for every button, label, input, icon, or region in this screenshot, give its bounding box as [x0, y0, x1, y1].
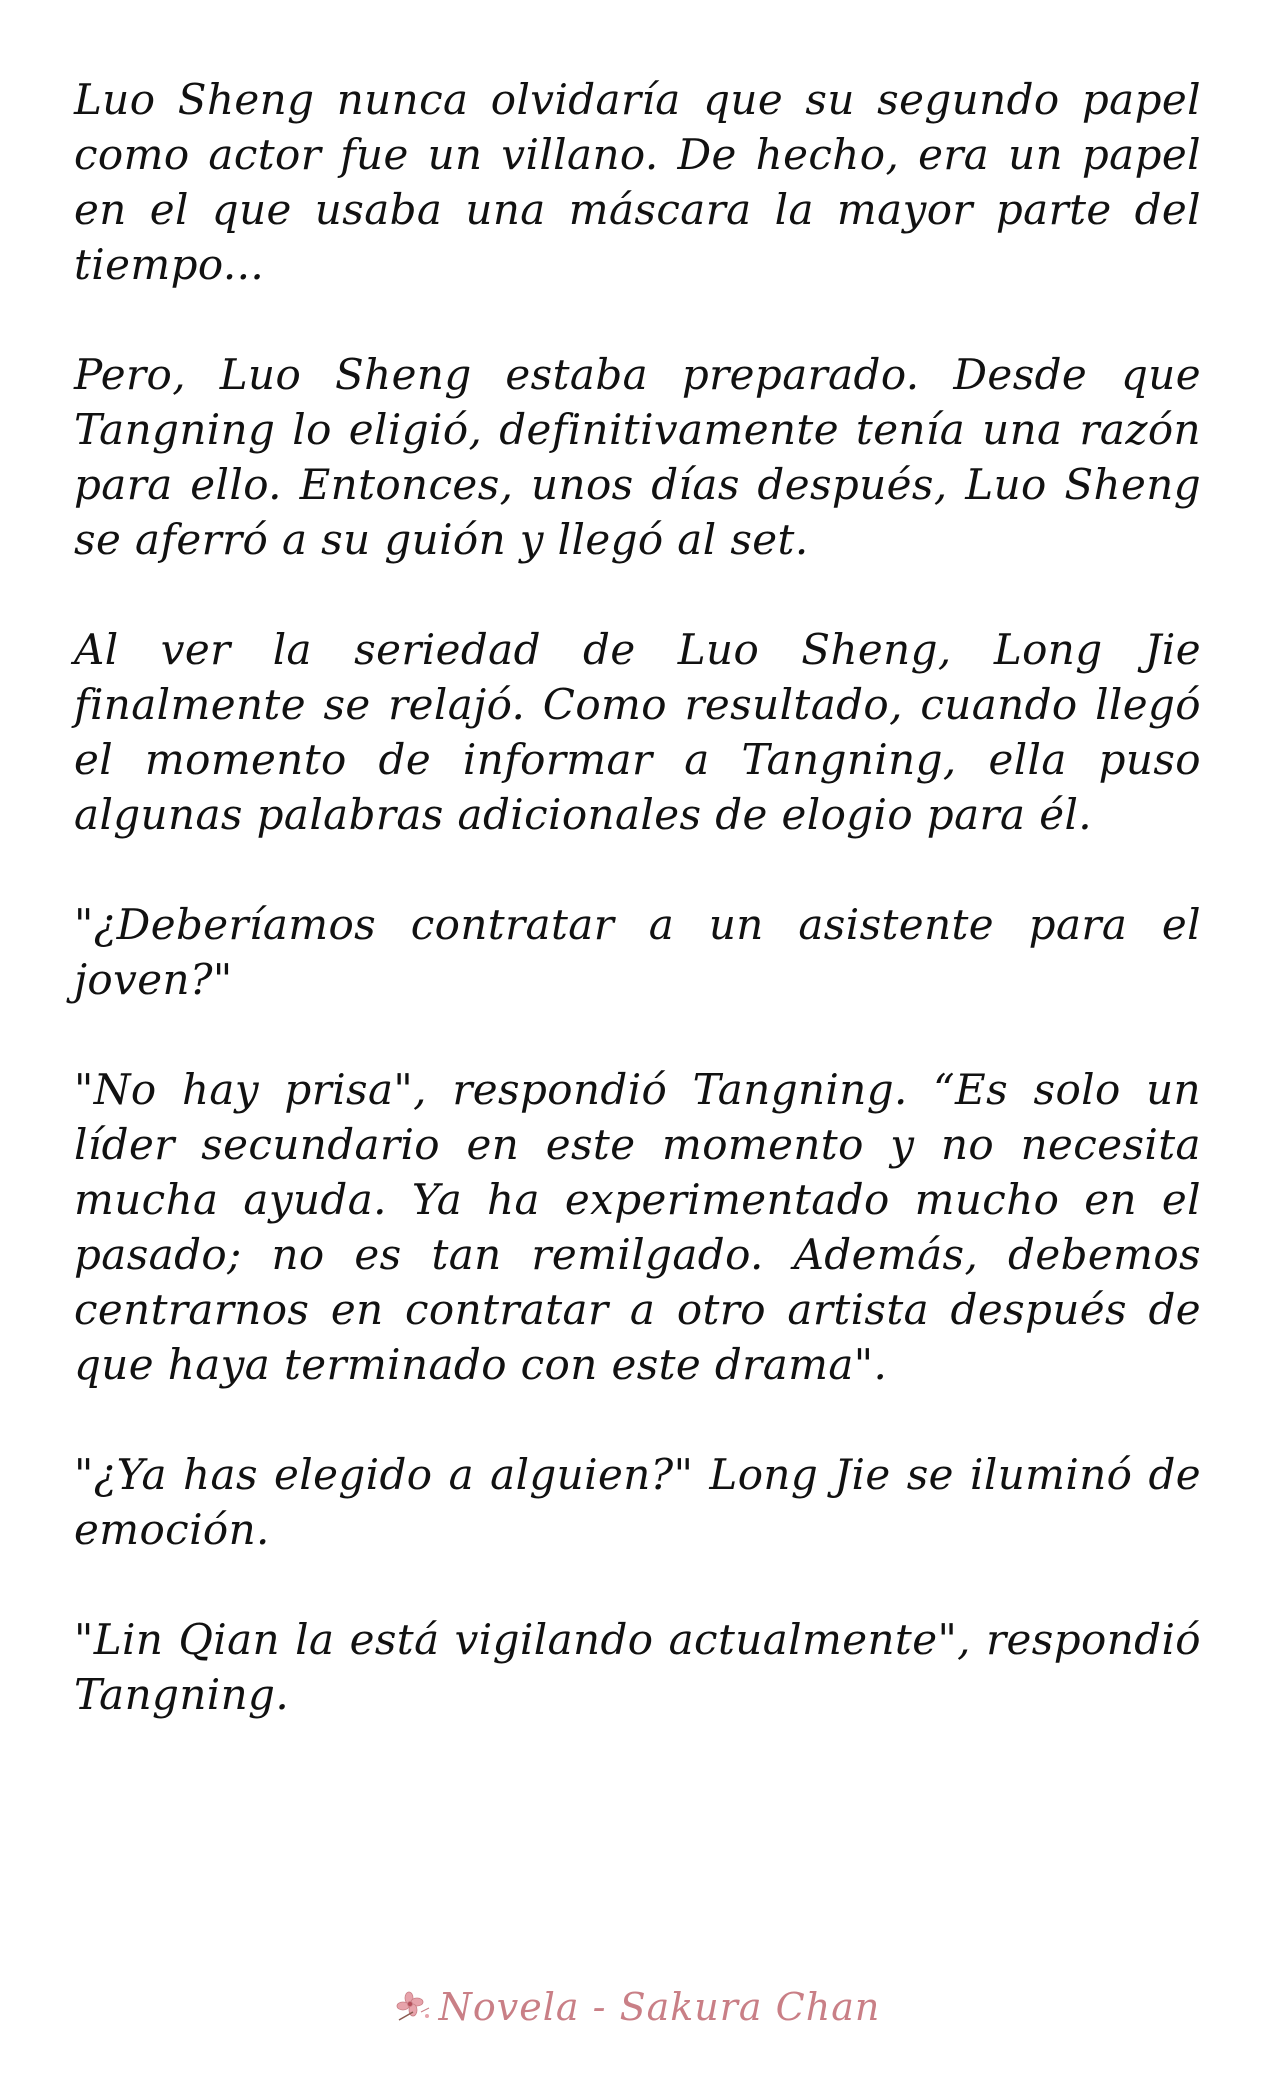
- paragraph-4: "¿Deberíamos contratar a un asistente para el joven?": [74, 900, 1201, 1004]
- paragraph-2: Pero, Luo Sheng estaba preparado. Desde que Tangning lo eligió, definitivamente tenía una razón para ello. Entonces, unos días después, Luo Sheng se aferró a su guión y llegó al set.: [74, 350, 1201, 564]
- paragraph-7: "Lin Qian la está vigilando actualmente", respondió Tangning.: [74, 1615, 1201, 1719]
- sakura-blossom-icon: [395, 1990, 433, 2024]
- watermark-text: Novela - Sakura Chan: [438, 1985, 881, 2029]
- watermark-footer: [0, 1985, 1275, 2029]
- paragraph-6: "¿Ya has elegido a alguien?" Long Jie se iluminó de emoción.: [74, 1450, 1201, 1554]
- paragraph-5: "No hay prisa", respondió Tangning. “Es solo un líder secundario en este momento y no necesita mucha ayuda. Ya ha experimentado mucho en el pasado; no es tan remilgado. Además, debemos centrarnos en contratar a otro artista después de que haya terminado con este drama".: [74, 1065, 1201, 1389]
- chapter-text: [74, 72, 1201, 1777]
- paragraph-1: Luo Sheng nunca olvidaría que su segundo papel como actor fue un villano. De hecho, era un papel en el que usaba una máscara la mayor parte del tiempo...: [74, 75, 1201, 289]
- paragraph-3: Al ver la seriedad de Luo Sheng, Long Jie finalmente se relajó. Como resultado, cuando llegó el momento de informar a Tangning, ella puso algunas palabras adicionales de elogio para él.: [74, 625, 1201, 839]
